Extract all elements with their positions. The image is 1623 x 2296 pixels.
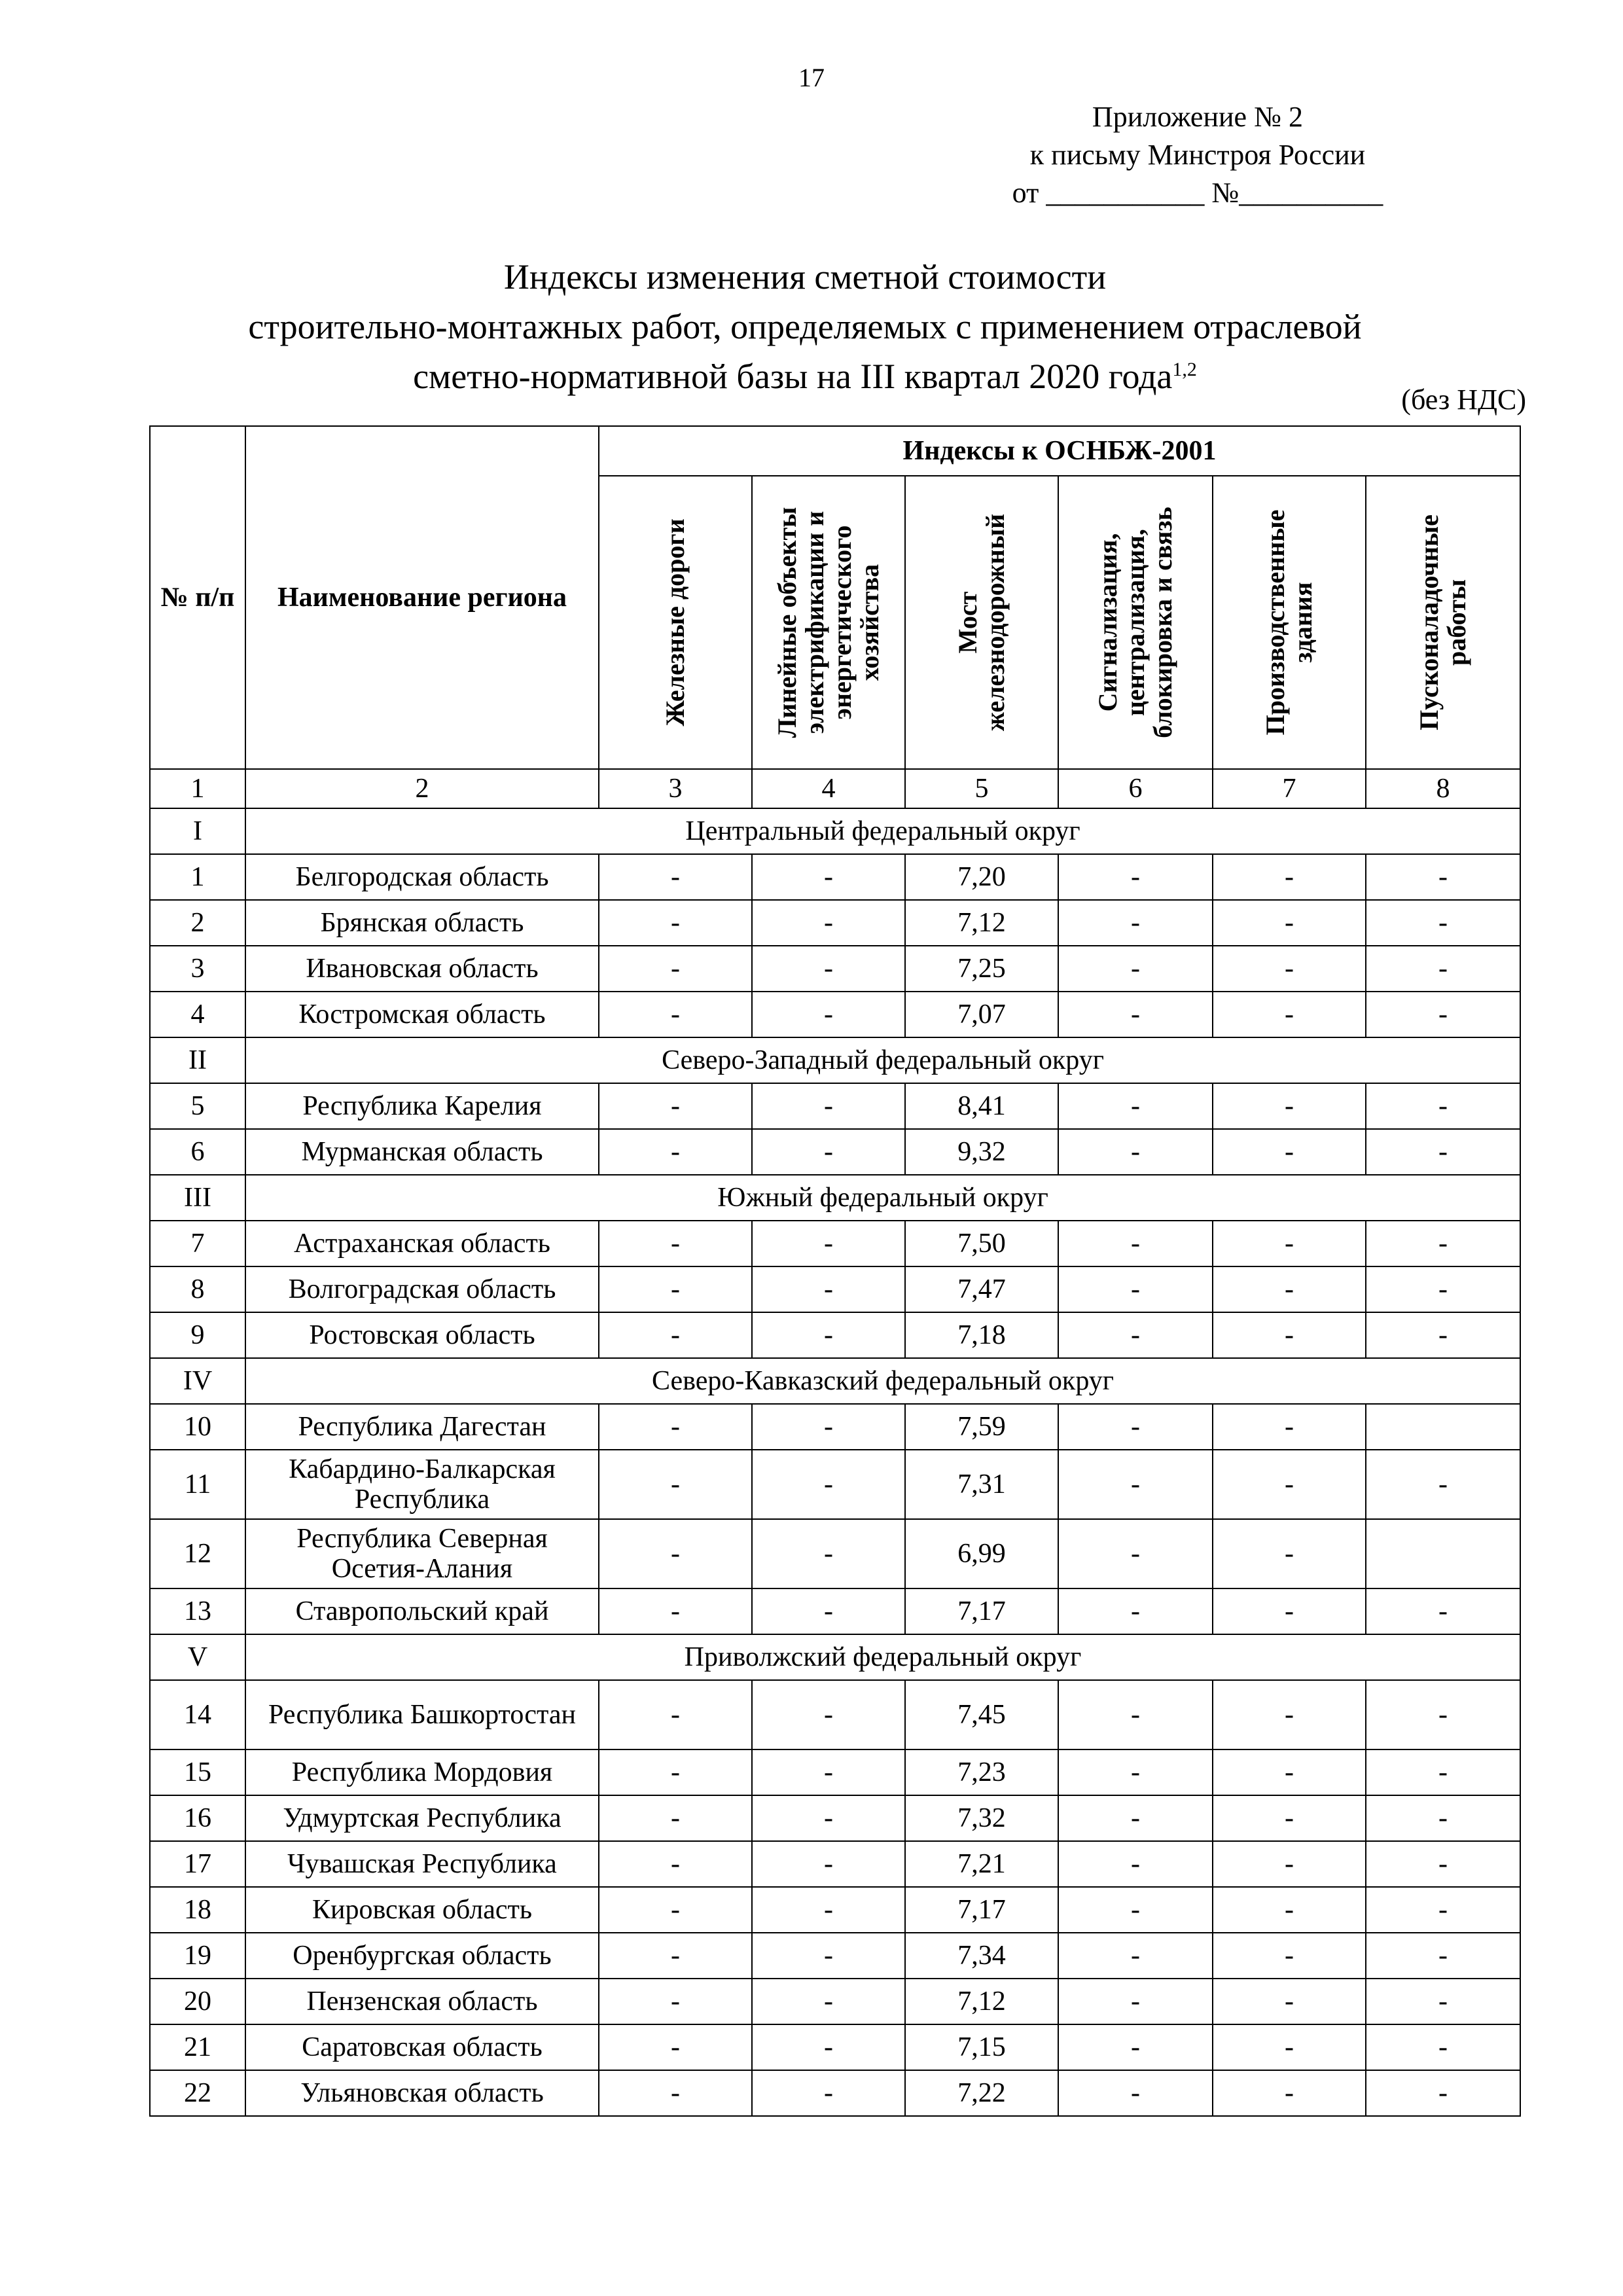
index-value: -: [1213, 1841, 1366, 1887]
index-value: -: [1213, 1680, 1366, 1749]
region-name: Костромская область: [245, 992, 599, 1037]
title-line-2: строительно-монтажных работ, определяемых с применением отраслевой: [248, 307, 1362, 346]
index-value: -: [599, 1749, 752, 1795]
index-value: -: [1366, 1749, 1520, 1795]
row-number: 15: [150, 1749, 245, 1795]
table-row: [150, 900, 1520, 946]
index-value: -: [752, 1933, 905, 1979]
appendix-title: Приложение № 2: [1092, 101, 1304, 133]
index-value: 7,47: [905, 1266, 1058, 1312]
index-value: -: [599, 1221, 752, 1266]
index-value: 9,32: [905, 1129, 1058, 1175]
index-value: 6,99: [905, 1519, 1058, 1588]
index-value: -: [1058, 1979, 1213, 2024]
column-number-cell: 6: [1058, 769, 1213, 808]
index-value: -: [599, 2070, 752, 2116]
table-row: [150, 1312, 1520, 1358]
index-col-header-label: Производственные здания: [1260, 509, 1317, 736]
index-value: -: [1213, 1887, 1366, 1933]
table-row: [150, 1887, 1520, 1933]
section-roman: II: [150, 1037, 245, 1083]
section-roman: III: [150, 1175, 245, 1221]
col-region-header: Наименование региона: [245, 426, 599, 769]
index-value: -: [1213, 1749, 1366, 1795]
column-number-cell: 5: [905, 769, 1058, 808]
index-value: -: [752, 900, 905, 946]
row-number: 12: [150, 1519, 245, 1588]
index-value: -: [752, 1841, 905, 1887]
index-value: -: [1366, 1266, 1520, 1312]
index-value: -: [1058, 1221, 1213, 1266]
index-value: -: [1058, 1841, 1213, 1887]
index-value: 7,32: [905, 1795, 1058, 1841]
index-value: -: [1058, 2070, 1213, 2116]
index-col-header: [1213, 476, 1366, 769]
index-value: -: [1213, 1266, 1366, 1312]
index-value: 7,17: [905, 1588, 1058, 1634]
index-value: 7,17: [905, 1887, 1058, 1933]
page-number: 17: [798, 63, 825, 92]
section-row: [150, 1037, 1520, 1083]
table-row: [150, 946, 1520, 992]
region-name: Удмуртская Республика: [245, 1795, 599, 1841]
group-header: Индексы к ОСНБЖ-2001: [599, 426, 1520, 476]
table-row: [150, 2070, 1520, 2116]
row-number: 8: [150, 1266, 245, 1312]
table-row: [150, 854, 1520, 900]
index-value: [1366, 1404, 1520, 1450]
index-value: 7,12: [905, 900, 1058, 946]
row-number: 18: [150, 1887, 245, 1933]
index-value: -: [752, 1266, 905, 1312]
index-value: -: [1213, 992, 1366, 1037]
index-value: -: [752, 1221, 905, 1266]
index-value: -: [1058, 1083, 1213, 1129]
table-row: [150, 1979, 1520, 2024]
index-value: -: [752, 1083, 905, 1129]
index-value: -: [1366, 1979, 1520, 2024]
appendix-date-number: от ___________ №__________: [1012, 177, 1383, 209]
index-col-header-label: Линейные объекты электрификации и энергетического хозяйства: [772, 507, 884, 738]
index-value: -: [1058, 900, 1213, 946]
index-value: -: [1058, 2024, 1213, 2070]
title-line-3-text: сметно-нормативной базы на III квартал 2020 года: [413, 357, 1173, 396]
index-col-header: [1058, 476, 1213, 769]
appendix-letter-ref: к письму Минстроя России: [1029, 139, 1366, 171]
index-value: -: [752, 1404, 905, 1450]
index-col-header: [752, 476, 905, 769]
index-value: -: [1366, 1588, 1520, 1634]
index-col-header-label: Сигнализация, централизация, блокировка и связь: [1093, 507, 1177, 738]
index-value: -: [599, 1404, 752, 1450]
index-value: -: [599, 2024, 752, 2070]
row-number: 10: [150, 1404, 245, 1450]
index-value: -: [752, 1795, 905, 1841]
index-value: -: [1058, 1749, 1213, 1795]
index-value: -: [752, 1979, 905, 2024]
index-value: -: [1366, 946, 1520, 992]
section-name: Приволжский федеральный округ: [245, 1634, 1520, 1680]
index-value: -: [752, 1129, 905, 1175]
table-row: [150, 1083, 1520, 1129]
table-row: [150, 2024, 1520, 2070]
index-value: 7,20: [905, 854, 1058, 900]
index-value: 7,18: [905, 1312, 1058, 1358]
title-line-3: [151, 351, 1459, 401]
row-number: 16: [150, 1795, 245, 1841]
index-value: -: [1058, 992, 1213, 1037]
row-number: 5: [150, 1083, 245, 1129]
index-value: -: [1058, 854, 1213, 900]
row-number: 22: [150, 2070, 245, 2116]
row-number: 14: [150, 1680, 245, 1749]
index-col-header-label: Железные дороги: [660, 518, 690, 726]
index-value: 7,15: [905, 2024, 1058, 2070]
region-name: Брянская область: [245, 900, 599, 946]
section-row: [150, 1175, 1520, 1221]
table-row: [150, 1519, 1520, 1588]
region-name: Кировская область: [245, 1887, 599, 1933]
index-col-header: [599, 476, 752, 769]
index-value: 8,41: [905, 1083, 1058, 1129]
col-number-header: № п/п: [150, 426, 245, 769]
index-value: -: [599, 1450, 752, 1519]
column-numbers-row: [150, 769, 1520, 808]
row-number: 20: [150, 1979, 245, 2024]
table-row: [150, 1933, 1520, 1979]
index-col-header-label: Пусконаладочные работы: [1414, 514, 1472, 730]
section-name: Северо-Кавказский федеральный округ: [245, 1358, 1520, 1404]
index-value: -: [1058, 1887, 1213, 1933]
table-row: [150, 1680, 1520, 1749]
index-value: -: [1366, 1795, 1520, 1841]
region-name: Оренбургская область: [245, 1933, 599, 1979]
title-line-1: Индексы изменения сметной стоимости: [503, 257, 1107, 296]
index-value: -: [1213, 2070, 1366, 2116]
index-value: -: [752, 1887, 905, 1933]
index-value: -: [752, 1450, 905, 1519]
region-name: Республика Карелия: [245, 1083, 599, 1129]
index-value: 7,21: [905, 1841, 1058, 1887]
index-value: -: [1366, 1312, 1520, 1358]
index-value: -: [1366, 1083, 1520, 1129]
column-number-cell: 2: [245, 769, 599, 808]
section-row: [150, 1358, 1520, 1404]
index-value: -: [1213, 1979, 1366, 2024]
index-value: -: [1058, 1404, 1213, 1450]
index-value: -: [752, 1749, 905, 1795]
document-title: [151, 252, 1459, 401]
index-value: -: [1213, 900, 1366, 946]
region-name: Белгородская область: [245, 854, 599, 900]
region-name: Ульяновская область: [245, 2070, 599, 2116]
row-number: 19: [150, 1933, 245, 1979]
section-row: [150, 1634, 1520, 1680]
index-value: -: [752, 992, 905, 1037]
section-row: [150, 808, 1520, 854]
region-name: Республика Башкортостан: [245, 1680, 599, 1749]
index-value: -: [1366, 2070, 1520, 2116]
index-value: -: [599, 946, 752, 992]
index-value: -: [599, 1795, 752, 1841]
index-value: -: [1213, 1129, 1366, 1175]
column-number-cell: 4: [752, 769, 905, 808]
table-row: [150, 1588, 1520, 1634]
footnote-marks: 1,2: [1172, 359, 1197, 380]
index-value: -: [1058, 1266, 1213, 1312]
region-name: Кабардино-Балкарская Республика: [245, 1450, 599, 1519]
index-value: -: [1366, 2024, 1520, 2070]
section-name: Северо-Западный федеральный округ: [245, 1037, 1520, 1083]
index-value: -: [599, 1129, 752, 1175]
index-value: -: [1213, 2024, 1366, 2070]
index-value: -: [1213, 1083, 1366, 1129]
index-value: -: [752, 946, 905, 992]
region-name: Республика Северная Осетия-Алания: [245, 1519, 599, 1588]
row-number: 21: [150, 2024, 245, 2070]
index-value: -: [599, 1266, 752, 1312]
table-row: [150, 1266, 1520, 1312]
index-value: 7,45: [905, 1680, 1058, 1749]
column-number-cell: 1: [150, 769, 245, 808]
row-number: 17: [150, 1841, 245, 1887]
index-value: -: [752, 854, 905, 900]
index-value: [1366, 1519, 1520, 1588]
index-value: -: [599, 1519, 752, 1588]
index-value: -: [1058, 1795, 1213, 1841]
region-name: Республика Мордовия: [245, 1749, 599, 1795]
table-row: [150, 1450, 1520, 1519]
index-value: -: [1058, 1933, 1213, 1979]
index-value: -: [599, 1841, 752, 1887]
index-value: -: [1058, 1129, 1213, 1175]
index-value: -: [1213, 854, 1366, 900]
region-name: Астраханская область: [245, 1221, 599, 1266]
index-value: -: [599, 1979, 752, 2024]
index-col-header-label: Мост железнодорожный: [953, 513, 1010, 732]
section-roman: IV: [150, 1358, 245, 1404]
index-value: -: [599, 992, 752, 1037]
index-value: -: [752, 2070, 905, 2116]
index-value: -: [1213, 1933, 1366, 1979]
vat-note: (без НДС): [1401, 384, 1526, 416]
index-value: -: [752, 1519, 905, 1588]
index-value: -: [1213, 1312, 1366, 1358]
index-value: -: [1213, 1795, 1366, 1841]
index-value: -: [1366, 1450, 1520, 1519]
row-number: 13: [150, 1588, 245, 1634]
index-value: -: [1213, 1221, 1366, 1266]
index-value: 7,25: [905, 946, 1058, 992]
index-value: -: [599, 1680, 752, 1749]
table-row: [150, 1404, 1520, 1450]
section-name: Южный федеральный округ: [245, 1175, 1520, 1221]
row-number: 3: [150, 946, 245, 992]
index-value: 7,50: [905, 1221, 1058, 1266]
region-name: Республика Дагестан: [245, 1404, 599, 1450]
index-col-header: [905, 476, 1058, 769]
table-row: [150, 1129, 1520, 1175]
index-value: -: [752, 1312, 905, 1358]
index-value: -: [1366, 1221, 1520, 1266]
region-name: Пензенская область: [245, 1979, 599, 2024]
index-value: -: [1058, 946, 1213, 992]
index-value: -: [752, 2024, 905, 2070]
index-value: -: [752, 1588, 905, 1634]
row-number: 6: [150, 1129, 245, 1175]
table-row: [150, 1795, 1520, 1841]
row-number: 7: [150, 1221, 245, 1266]
index-value: 7,07: [905, 992, 1058, 1037]
index-value: -: [599, 1933, 752, 1979]
index-value: -: [1366, 1887, 1520, 1933]
table-row: [150, 1749, 1520, 1795]
table-row: [150, 1841, 1520, 1887]
index-value: 7,23: [905, 1749, 1058, 1795]
row-number: 4: [150, 992, 245, 1037]
appendix-block: [975, 98, 1420, 212]
index-value: -: [1058, 1588, 1213, 1634]
region-name: Ставропольский край: [245, 1588, 599, 1634]
region-name: Чувашская Республика: [245, 1841, 599, 1887]
index-col-header: [1366, 476, 1520, 769]
region-name: Ивановская область: [245, 946, 599, 992]
index-table: [149, 425, 1521, 2117]
index-value: -: [1366, 854, 1520, 900]
index-value: -: [1213, 1519, 1366, 1588]
index-value: -: [599, 854, 752, 900]
index-value: -: [599, 1887, 752, 1933]
index-value: -: [1366, 1129, 1520, 1175]
index-value: -: [599, 1588, 752, 1634]
index-value: -: [599, 1312, 752, 1358]
table-row: [150, 992, 1520, 1037]
index-value: -: [1213, 1450, 1366, 1519]
index-value: -: [1366, 900, 1520, 946]
row-number: 9: [150, 1312, 245, 1358]
index-value: -: [599, 900, 752, 946]
region-name: Мурманская область: [245, 1129, 599, 1175]
region-name: Саратовская область: [245, 2024, 599, 2070]
region-name: Ростовская область: [245, 1312, 599, 1358]
index-value: -: [1213, 946, 1366, 992]
row-number: 11: [150, 1450, 245, 1519]
column-number-cell: 7: [1213, 769, 1366, 808]
region-name: Волгоградская область: [245, 1266, 599, 1312]
column-number-cell: 8: [1366, 769, 1520, 808]
index-value: 7,22: [905, 2070, 1058, 2116]
index-value: -: [1058, 1312, 1213, 1358]
row-number: 2: [150, 900, 245, 946]
row-number: 1: [150, 854, 245, 900]
index-value: -: [752, 1680, 905, 1749]
index-value: -: [1366, 1680, 1520, 1749]
index-value: 7,34: [905, 1933, 1058, 1979]
index-value: -: [1213, 1404, 1366, 1450]
column-number-cell: 3: [599, 769, 752, 808]
index-value: -: [1366, 1933, 1520, 1979]
section-roman: I: [150, 808, 245, 854]
index-value: 7,31: [905, 1450, 1058, 1519]
index-value: 7,12: [905, 1979, 1058, 2024]
index-value: -: [1366, 1841, 1520, 1887]
index-value: -: [1366, 992, 1520, 1037]
index-value: 7,59: [905, 1404, 1058, 1450]
section-name: Центральный федеральный округ: [245, 808, 1520, 854]
index-value: -: [599, 1083, 752, 1129]
index-value: -: [1213, 1588, 1366, 1634]
table-row: [150, 1221, 1520, 1266]
index-value: -: [1058, 1519, 1213, 1588]
index-value: -: [1058, 1450, 1213, 1519]
section-roman: V: [150, 1634, 245, 1680]
index-value: -: [1058, 1680, 1213, 1749]
